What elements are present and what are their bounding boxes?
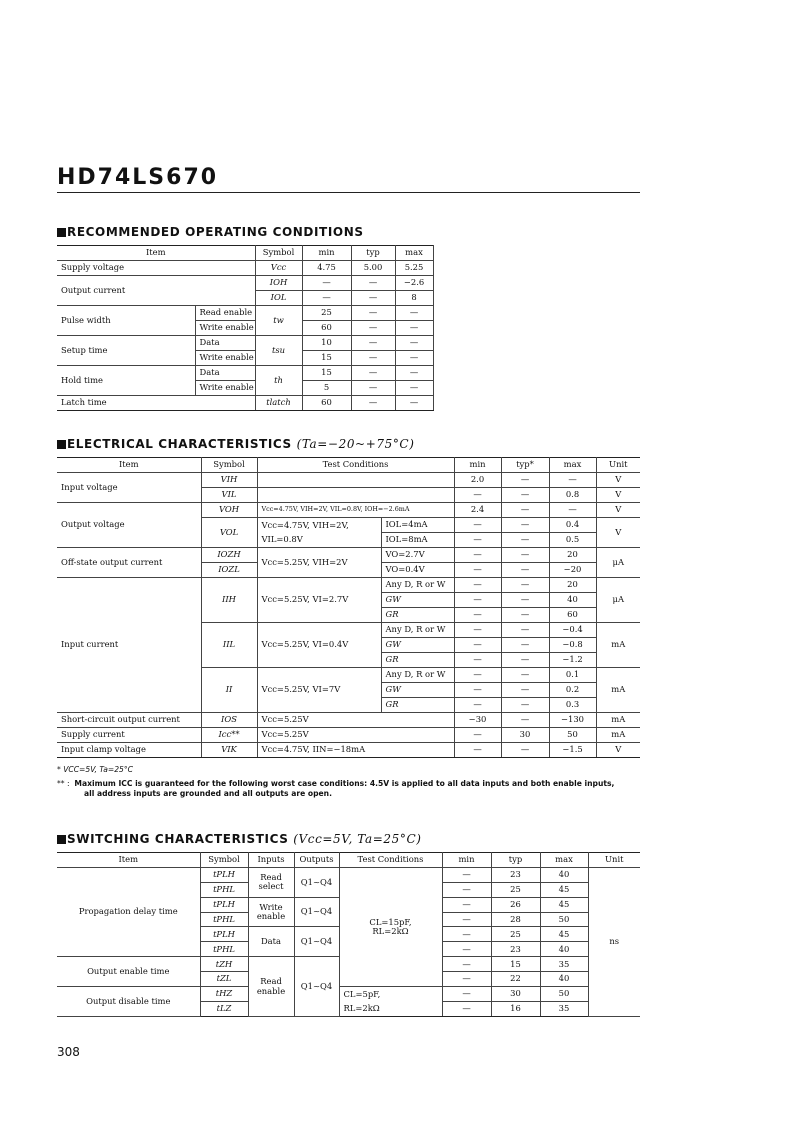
- roc-heading: [57, 225, 364, 239]
- sub-condition-cell: VO=2.7V: [381, 548, 454, 563]
- typ-cell: —: [501, 698, 549, 713]
- inputs-cell: [248, 957, 294, 1017]
- min-cell: —: [454, 653, 501, 668]
- symbol-cell: Icc**: [201, 728, 257, 743]
- outputs-cell: Q1~Q4: [294, 867, 339, 897]
- condition-cell: Vcc=4.75V, IIN=−18mA: [257, 743, 454, 758]
- table-row: [57, 473, 640, 488]
- item-cell: Input voltage: [57, 473, 201, 503]
- unit-cell: V: [596, 518, 640, 548]
- item-cell: Pulse width: [57, 306, 195, 336]
- unit-cell: ns: [588, 867, 640, 1016]
- table-row: [57, 366, 433, 381]
- max-cell: 0.4: [549, 518, 596, 533]
- max-cell: 60: [549, 608, 596, 623]
- sub-item-cell: Write enable: [195, 381, 255, 396]
- typ-cell: —: [501, 683, 549, 698]
- typ-cell: —: [501, 623, 549, 638]
- electrical-characteristics-table: [57, 457, 640, 758]
- note-text: Maximum ICC is guaranteed for the following worst case conditions: 4.5V is applied to all data inputs and both enable inputs,: [74, 779, 615, 788]
- condition-cell: RL=2kΩ: [339, 1001, 442, 1016]
- max-cell: 40: [540, 972, 588, 987]
- max-cell: 40: [540, 942, 588, 957]
- condition-cell: [257, 488, 454, 503]
- min-cell: 4.75: [302, 261, 351, 276]
- item-cell: Input clamp voltage: [57, 743, 201, 758]
- max-cell: 50: [540, 912, 588, 927]
- header-cell: max: [549, 458, 596, 473]
- outputs-cell: Q1~Q4: [294, 957, 339, 1017]
- inputs-cell: [248, 867, 294, 897]
- inputs-line: select: [258, 881, 284, 892]
- sub-condition-cell: IOL=4mA: [381, 518, 454, 533]
- min-cell: —: [442, 927, 491, 942]
- typ-cell: —: [501, 563, 549, 578]
- item-cell: Setup time: [57, 336, 195, 366]
- condition-cell: Vcc=5.25V: [257, 713, 454, 728]
- min-cell: —: [454, 623, 501, 638]
- unit-cell: mA: [596, 668, 640, 713]
- typ-cell: —: [501, 653, 549, 668]
- ec-note-2: [57, 779, 614, 788]
- max-cell: 35: [540, 1001, 588, 1016]
- condition-cell: Vcc=5.25V, VI=0.4V: [257, 623, 381, 668]
- symbol-cell: VOH: [201, 503, 257, 518]
- max-cell: 40: [540, 867, 588, 882]
- max-cell: −130: [549, 713, 596, 728]
- header-cell: typ: [351, 246, 395, 261]
- typ-cell: —: [351, 396, 395, 411]
- min-cell: —: [454, 593, 501, 608]
- min-cell: 15: [302, 366, 351, 381]
- ec-note-1: * VCC=5V, Ta=25°C: [57, 765, 133, 774]
- max-cell: 35: [540, 957, 588, 972]
- min-cell: —: [454, 488, 501, 503]
- typ-cell: 22: [491, 972, 540, 987]
- table-row: [57, 276, 433, 291]
- typ-cell: —: [501, 518, 549, 533]
- min-cell: 60: [302, 396, 351, 411]
- recommended-operating-conditions-table: [57, 245, 433, 411]
- max-cell: 45: [540, 897, 588, 912]
- typ-cell: 30: [491, 987, 540, 1002]
- symbol-cell: II: [201, 668, 257, 713]
- typ-cell: 15: [491, 957, 540, 972]
- symbol-cell: IOS: [201, 713, 257, 728]
- symbol-cell: IOH: [255, 276, 302, 291]
- min-cell: —: [454, 518, 501, 533]
- max-cell: 0.1: [549, 668, 596, 683]
- min-cell: 10: [302, 336, 351, 351]
- sub-condition-cell: GW: [381, 683, 454, 698]
- max-cell: 20: [549, 578, 596, 593]
- sub-condition-cell: GW: [381, 638, 454, 653]
- square-bullet-icon: [57, 835, 66, 844]
- min-cell: 2.4: [454, 503, 501, 518]
- min-cell: 25: [302, 306, 351, 321]
- note-marker: ** :: [57, 779, 70, 788]
- min-cell: —: [302, 276, 351, 291]
- typ-cell: —: [501, 503, 549, 518]
- typ-cell: —: [501, 578, 549, 593]
- page-number: 308: [57, 1045, 80, 1059]
- max-cell: 50: [540, 987, 588, 1002]
- typ-cell: 5.00: [351, 261, 395, 276]
- header-cell: Symbol: [201, 458, 257, 473]
- max-cell: 0.8: [549, 488, 596, 503]
- typ-cell: —: [501, 593, 549, 608]
- typ-cell: 16: [491, 1001, 540, 1016]
- condition-cell: Vcc=5.25V, VI=2.7V: [257, 578, 381, 623]
- unit-cell: mA: [596, 623, 640, 668]
- max-cell: —: [395, 366, 433, 381]
- max-cell: 45: [540, 927, 588, 942]
- header-cell: min: [442, 853, 491, 868]
- condition-cell: Vcc=5.25V: [257, 728, 454, 743]
- sub-item-cell: Data: [195, 336, 255, 351]
- max-cell: 40: [549, 593, 596, 608]
- sub-condition-cell: VO=0.4V: [381, 563, 454, 578]
- max-cell: −1.5: [549, 743, 596, 758]
- max-cell: −1.2: [549, 653, 596, 668]
- sub-condition-cell: IOL=8mA: [381, 533, 454, 548]
- ec-heading-text: ELECTRICAL CHARACTERISTICS: [67, 437, 292, 451]
- max-cell: 20: [549, 548, 596, 563]
- sub-item-cell: Write enable: [195, 351, 255, 366]
- symbol-cell: IOZL: [201, 563, 257, 578]
- symbol-cell: Vcc: [255, 261, 302, 276]
- symbol-cell: tPLH: [200, 867, 248, 882]
- condition-cell: CL=5pF,: [339, 987, 442, 1002]
- inputs-line: Read: [260, 872, 282, 883]
- min-cell: —: [442, 942, 491, 957]
- sub-item-cell: Read enable: [195, 306, 255, 321]
- item-cell: Latch time: [57, 396, 255, 411]
- sub-condition-cell: GW: [381, 593, 454, 608]
- typ-cell: —: [501, 713, 549, 728]
- typ-cell: —: [351, 381, 395, 396]
- item-cell: Hold time: [57, 366, 195, 396]
- max-cell: —: [395, 336, 433, 351]
- table-header-row: [57, 853, 640, 868]
- sub-condition-cell: GR: [381, 653, 454, 668]
- max-cell: —: [395, 306, 433, 321]
- title-rule: [57, 192, 640, 193]
- item-cell: Input current: [57, 578, 201, 713]
- typ-cell: 23: [491, 867, 540, 882]
- max-cell: 0.2: [549, 683, 596, 698]
- unit-cell: μA: [596, 578, 640, 623]
- sw-condition: (Vcc=5V, Ta=25°C): [293, 832, 422, 846]
- condition-cell: [257, 473, 454, 488]
- min-cell: —: [454, 638, 501, 653]
- header-cell: min: [454, 458, 501, 473]
- symbol-cell: IOL: [255, 291, 302, 306]
- symbol-cell: tsu: [255, 336, 302, 366]
- header-cell: Test Conditions: [339, 853, 442, 868]
- typ-cell: 30: [501, 728, 549, 743]
- table-row: [57, 396, 433, 411]
- min-cell: —: [442, 957, 491, 972]
- table-row: [57, 743, 640, 758]
- unit-cell: V: [596, 488, 640, 503]
- symbol-cell: tHZ: [200, 987, 248, 1002]
- unit-cell: V: [596, 743, 640, 758]
- table-header-row: [57, 458, 640, 473]
- max-cell: —: [549, 473, 596, 488]
- max-cell: 50: [549, 728, 596, 743]
- header-cell: Symbol: [255, 246, 302, 261]
- sub-item-cell: Write enable: [195, 321, 255, 336]
- min-cell: —: [302, 291, 351, 306]
- item-cell: Off-state output current: [57, 548, 201, 578]
- note-text: all address inputs are grounded and all outputs are open.: [84, 789, 332, 798]
- symbol-cell: tLZ: [200, 1001, 248, 1016]
- ec-note-2-continued: [84, 789, 332, 798]
- inputs-line: enable: [256, 985, 286, 996]
- max-cell: 0.5: [549, 533, 596, 548]
- header-cell: Unit: [596, 458, 640, 473]
- typ-cell: 25: [491, 927, 540, 942]
- sw-heading: [57, 832, 422, 846]
- header-cell: Inputs: [248, 853, 294, 868]
- typ-cell: —: [351, 351, 395, 366]
- min-cell: —: [442, 987, 491, 1002]
- inputs-cell: [248, 897, 294, 927]
- unit-cell: μA: [596, 548, 640, 578]
- table-row: [57, 713, 640, 728]
- switching-characteristics-table: [57, 852, 640, 1017]
- min-cell: —: [454, 548, 501, 563]
- typ-cell: —: [351, 276, 395, 291]
- condition-cell: VIL=0.8V: [257, 533, 381, 548]
- min-cell: —: [442, 897, 491, 912]
- typ-cell: —: [501, 473, 549, 488]
- symbol-cell: tZL: [200, 972, 248, 987]
- min-cell: −30: [454, 713, 501, 728]
- item-cell: Supply voltage: [57, 261, 255, 276]
- typ-cell: —: [351, 306, 395, 321]
- header-cell: Item: [57, 458, 201, 473]
- max-cell: −2.6: [395, 276, 433, 291]
- condition-cell: Vcc=5.25V, VIH=2V: [257, 548, 381, 578]
- table-row: [57, 987, 640, 1002]
- header-cell: Test Conditions: [257, 458, 454, 473]
- max-cell: 45: [540, 882, 588, 897]
- typ-cell: —: [501, 608, 549, 623]
- symbol-cell: tPHL: [200, 912, 248, 927]
- header-cell: typ: [491, 853, 540, 868]
- condition-line: RL=2kΩ: [372, 925, 409, 936]
- header-cell: Item: [57, 853, 200, 868]
- min-cell: —: [454, 563, 501, 578]
- inputs-line: Read: [260, 976, 282, 987]
- item-cell: Output enable time: [57, 957, 200, 987]
- condition-cell: Vcc=4.75V, VIH=2V,: [257, 518, 381, 533]
- min-cell: —: [454, 743, 501, 758]
- max-cell: —: [549, 503, 596, 518]
- ec-condition: (Ta=−20~+75°C): [296, 437, 415, 451]
- max-cell: 0.3: [549, 698, 596, 713]
- unit-cell: V: [596, 503, 640, 518]
- min-cell: —: [442, 972, 491, 987]
- condition-cell: [339, 867, 442, 986]
- symbol-cell: VIH: [201, 473, 257, 488]
- item-cell: Supply current: [57, 728, 201, 743]
- symbol-cell: VIL: [201, 488, 257, 503]
- min-cell: —: [442, 867, 491, 882]
- outputs-cell: Q1~Q4: [294, 897, 339, 927]
- sub-condition-cell: GR: [381, 608, 454, 623]
- sub-item-cell: Data: [195, 366, 255, 381]
- typ-cell: —: [501, 548, 549, 563]
- typ-cell: —: [501, 488, 549, 503]
- page-title: HD74LS670: [57, 165, 219, 190]
- max-cell: 8: [395, 291, 433, 306]
- inputs-line: Write: [259, 901, 283, 912]
- min-cell: 60: [302, 321, 351, 336]
- typ-cell: —: [501, 533, 549, 548]
- item-cell: Short-circuit output current: [57, 713, 201, 728]
- header-cell: min: [302, 246, 351, 261]
- min-cell: —: [442, 882, 491, 897]
- table-row: [57, 867, 640, 882]
- min-cell: —: [454, 533, 501, 548]
- item-cell: Output voltage: [57, 503, 201, 548]
- typ-cell: 26: [491, 897, 540, 912]
- min-cell: 15: [302, 351, 351, 366]
- typ-cell: —: [351, 336, 395, 351]
- item-cell: Propagation delay time: [57, 867, 200, 956]
- header-cell: Item: [57, 246, 255, 261]
- header-cell: max: [540, 853, 588, 868]
- typ-cell: —: [501, 638, 549, 653]
- symbol-cell: IIH: [201, 578, 257, 623]
- symbol-cell: th: [255, 366, 302, 396]
- header-cell: typ*: [501, 458, 549, 473]
- symbol-cell: tPLH: [200, 897, 248, 912]
- item-cell: Output disable time: [57, 987, 200, 1017]
- min-cell: 2.0: [454, 473, 501, 488]
- max-cell: —: [395, 321, 433, 336]
- min-cell: —: [454, 683, 501, 698]
- symbol-cell: tlatch: [255, 396, 302, 411]
- condition-cell: Vcc=5.25V, VI=7V: [257, 668, 381, 713]
- min-cell: —: [454, 608, 501, 623]
- header-cell: max: [395, 246, 433, 261]
- min-cell: —: [454, 698, 501, 713]
- header-cell: Symbol: [200, 853, 248, 868]
- typ-cell: 28: [491, 912, 540, 927]
- min-cell: —: [442, 1001, 491, 1016]
- max-cell: —: [395, 351, 433, 366]
- max-cell: —: [395, 381, 433, 396]
- max-cell: —: [395, 396, 433, 411]
- min-cell: —: [454, 728, 501, 743]
- square-bullet-icon: [57, 440, 66, 449]
- symbol-cell: tPHL: [200, 942, 248, 957]
- inputs-cell: Data: [248, 927, 294, 957]
- header-cell: Unit: [588, 853, 640, 868]
- unit-cell: V: [596, 473, 640, 488]
- condition-line: CL=15pF,: [369, 916, 412, 927]
- symbol-cell: VIK: [201, 743, 257, 758]
- typ-cell: —: [351, 291, 395, 306]
- typ-cell: —: [501, 668, 549, 683]
- sub-condition-cell: GR: [381, 698, 454, 713]
- typ-cell: —: [351, 321, 395, 336]
- table-row: [57, 336, 433, 351]
- typ-cell: —: [351, 366, 395, 381]
- table-row: [57, 503, 640, 518]
- ec-heading: [57, 437, 415, 451]
- symbol-cell: IOZH: [201, 548, 257, 563]
- min-cell: —: [454, 668, 501, 683]
- sw-heading-text: SWITCHING CHARACTERISTICS: [67, 832, 289, 846]
- symbol-cell: IIL: [201, 623, 257, 668]
- min-cell: —: [442, 912, 491, 927]
- sub-condition-cell: Any D, R or W: [381, 623, 454, 638]
- typ-cell: —: [501, 743, 549, 758]
- table-row: [57, 261, 433, 276]
- table-row: [57, 306, 433, 321]
- min-cell: —: [454, 578, 501, 593]
- roc-heading-text: RECOMMENDED OPERATING CONDITIONS: [67, 225, 364, 239]
- item-cell: Output current: [57, 276, 255, 306]
- table-row: [57, 548, 640, 563]
- inputs-line: enable: [256, 911, 286, 922]
- unit-cell: mA: [596, 728, 640, 743]
- max-cell: 5.25: [395, 261, 433, 276]
- max-cell: −0.4: [549, 623, 596, 638]
- max-cell: −0.8: [549, 638, 596, 653]
- header-cell: Outputs: [294, 853, 339, 868]
- typ-cell: 23: [491, 942, 540, 957]
- sub-condition-cell: Any D, R or W: [381, 578, 454, 593]
- table-row: [57, 728, 640, 743]
- condition-cell: Vcc=4.75V, VIH=2V, VIL=0.8V, IOH=−2.6mA: [257, 503, 454, 518]
- outputs-cell: Q1~Q4: [294, 927, 339, 957]
- typ-cell: 25: [491, 882, 540, 897]
- symbol-cell: VOL: [201, 518, 257, 548]
- min-cell: 5: [302, 381, 351, 396]
- sub-condition-cell: Any D, R or W: [381, 668, 454, 683]
- table-row: [57, 578, 640, 593]
- table-header-row: [57, 246, 433, 261]
- unit-cell: mA: [596, 713, 640, 728]
- max-cell: −20: [549, 563, 596, 578]
- symbol-cell: tw: [255, 306, 302, 336]
- symbol-cell: tPHL: [200, 882, 248, 897]
- symbol-cell: tPLH: [200, 927, 248, 942]
- square-bullet-icon: [57, 228, 66, 237]
- symbol-cell: tZH: [200, 957, 248, 972]
